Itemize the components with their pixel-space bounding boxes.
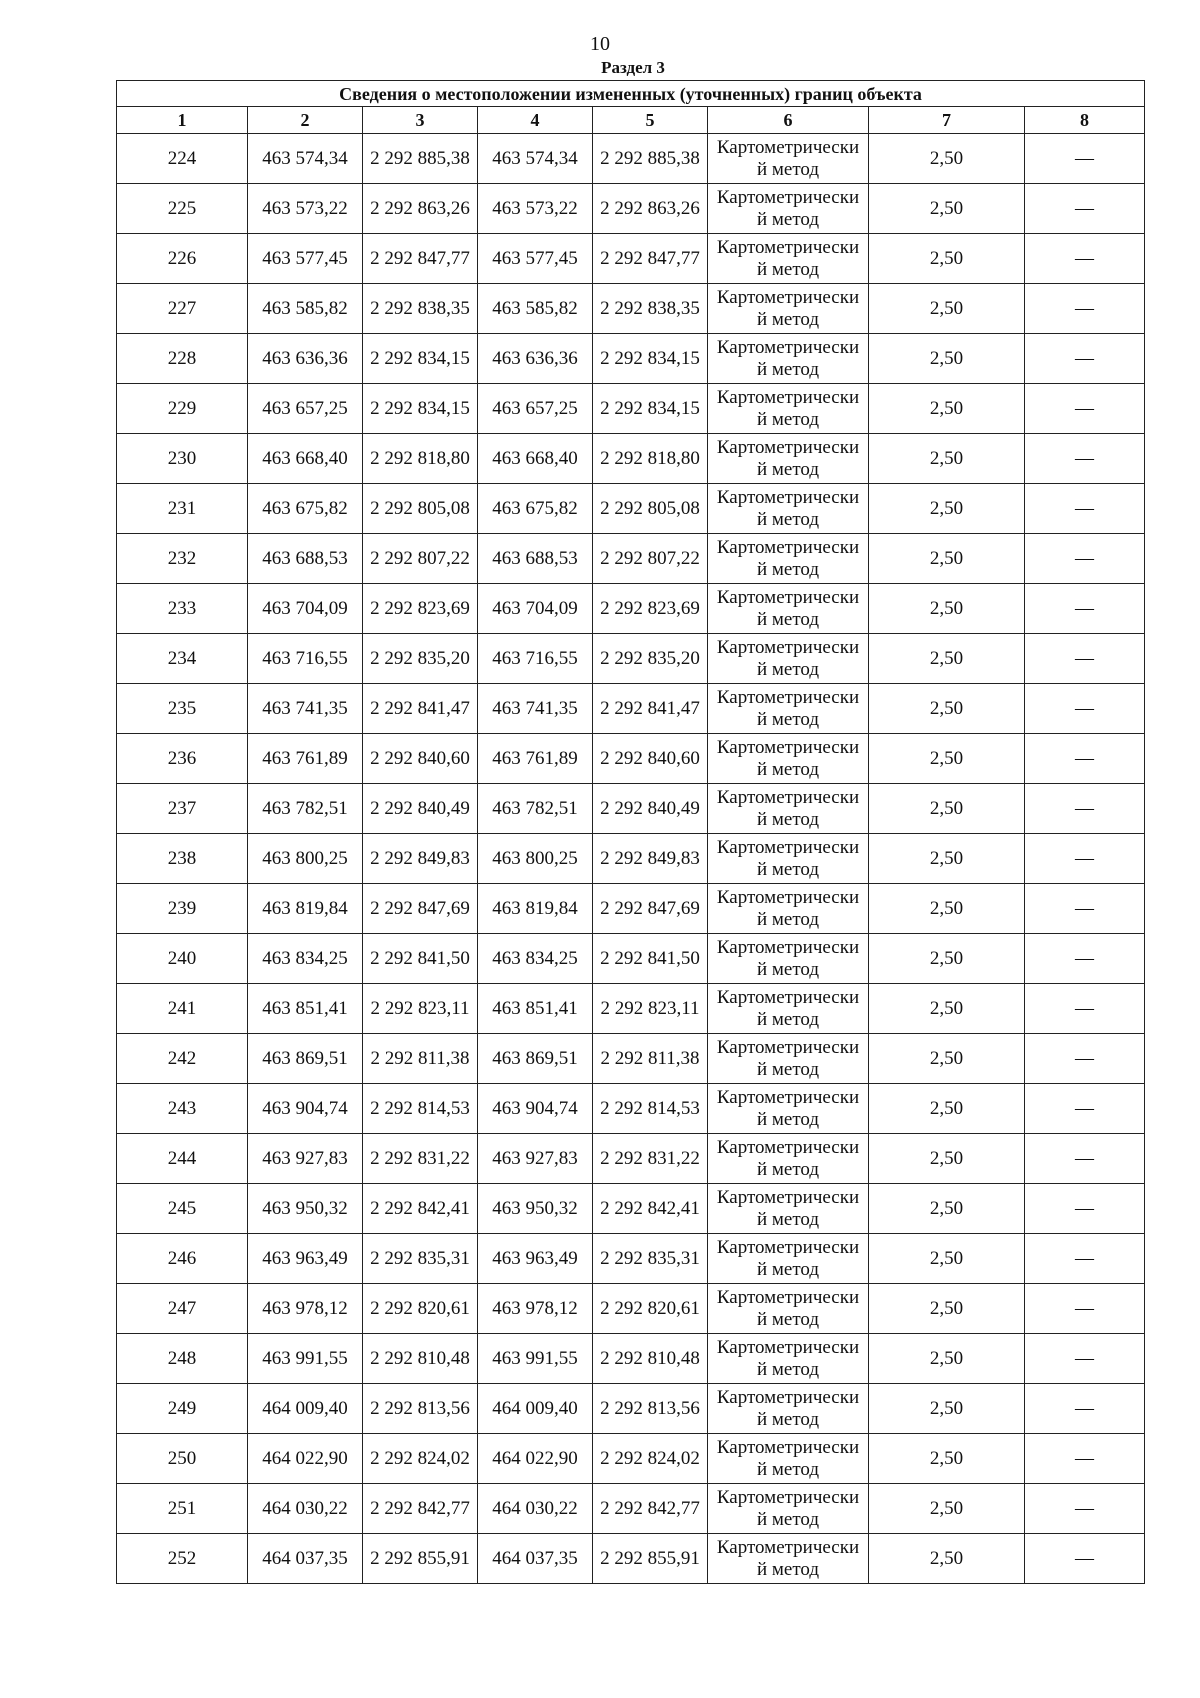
table-row <box>117 284 1145 334</box>
description-cell: — <box>1025 584 1145 634</box>
y-new-cell: 2 292 840,49 <box>593 784 708 834</box>
method-cell: Картометрически й метод <box>708 1034 869 1084</box>
method-cell: Картометрически й метод <box>708 384 869 434</box>
method-cell: Картометрически й метод <box>708 834 869 884</box>
table-row <box>117 184 1145 234</box>
accuracy-cell: 2,50 <box>869 384 1025 434</box>
x-existing-cell: 464 030,22 <box>248 1484 363 1534</box>
table-row <box>117 584 1145 634</box>
x-new-cell: 463 950,32 <box>478 1184 593 1234</box>
y-existing-cell: 2 292 847,77 <box>363 234 478 284</box>
description-cell: — <box>1025 684 1145 734</box>
point-number-cell: 226 <box>117 234 248 284</box>
column-header-4: 4 <box>478 107 593 134</box>
point-number-cell: 237 <box>117 784 248 834</box>
y-existing-cell: 2 292 840,49 <box>363 784 478 834</box>
y-existing-cell: 2 292 849,83 <box>363 834 478 884</box>
table-row <box>117 1284 1145 1334</box>
column-header-1: 1 <box>117 107 248 134</box>
table-row <box>117 784 1145 834</box>
y-existing-cell: 2 292 814,53 <box>363 1084 478 1134</box>
column-header-row <box>117 107 1145 134</box>
method-cell: Картометрически й метод <box>708 734 869 784</box>
y-existing-cell: 2 292 841,50 <box>363 934 478 984</box>
y-new-cell: 2 292 885,38 <box>593 134 708 184</box>
table-row <box>117 1234 1145 1284</box>
y-existing-cell: 2 292 818,80 <box>363 434 478 484</box>
accuracy-cell: 2,50 <box>869 1134 1025 1184</box>
table-row <box>117 634 1145 684</box>
table-row <box>117 1334 1145 1384</box>
column-header-8: 8 <box>1025 107 1145 134</box>
x-new-cell: 463 978,12 <box>478 1284 593 1334</box>
x-new-cell: 463 927,83 <box>478 1134 593 1184</box>
method-cell: Картометрически й метод <box>708 184 869 234</box>
x-existing-cell: 463 704,09 <box>248 584 363 634</box>
x-new-cell: 463 585,82 <box>478 284 593 334</box>
y-existing-cell: 2 292 835,31 <box>363 1234 478 1284</box>
y-new-cell: 2 292 805,08 <box>593 484 708 534</box>
table-row <box>117 384 1145 434</box>
x-new-cell: 463 991,55 <box>478 1334 593 1384</box>
column-header-7: 7 <box>869 107 1025 134</box>
description-cell: — <box>1025 1084 1145 1134</box>
x-existing-cell: 463 657,25 <box>248 384 363 434</box>
table-row <box>117 484 1145 534</box>
y-new-cell: 2 292 842,41 <box>593 1184 708 1234</box>
accuracy-cell: 2,50 <box>869 284 1025 334</box>
accuracy-cell: 2,50 <box>869 1034 1025 1084</box>
x-new-cell: 463 688,53 <box>478 534 593 584</box>
y-existing-cell: 2 292 805,08 <box>363 484 478 534</box>
method-cell: Картометрически й метод <box>708 784 869 834</box>
y-existing-cell: 2 292 863,26 <box>363 184 478 234</box>
description-cell: — <box>1025 984 1145 1034</box>
description-cell: — <box>1025 434 1145 484</box>
method-cell: Картометрически й метод <box>708 1384 869 1434</box>
accuracy-cell: 2,50 <box>869 684 1025 734</box>
point-number-cell: 244 <box>117 1134 248 1184</box>
y-existing-cell: 2 292 834,15 <box>363 334 478 384</box>
y-existing-cell: 2 292 885,38 <box>363 134 478 184</box>
y-existing-cell: 2 292 831,22 <box>363 1134 478 1184</box>
column-header-6: 6 <box>708 107 869 134</box>
method-cell: Картометрически й метод <box>708 684 869 734</box>
x-existing-cell: 463 675,82 <box>248 484 363 534</box>
x-new-cell: 463 904,74 <box>478 1084 593 1134</box>
y-new-cell: 2 292 834,15 <box>593 384 708 434</box>
method-cell: Картометрически й метод <box>708 1134 869 1184</box>
table-row <box>117 1534 1145 1584</box>
point-number-cell: 246 <box>117 1234 248 1284</box>
accuracy-cell: 2,50 <box>869 884 1025 934</box>
description-cell: — <box>1025 884 1145 934</box>
point-number-cell: 227 <box>117 284 248 334</box>
point-number-cell: 249 <box>117 1384 248 1434</box>
x-existing-cell: 463 688,53 <box>248 534 363 584</box>
description-cell: — <box>1025 1284 1145 1334</box>
y-existing-cell: 2 292 842,41 <box>363 1184 478 1234</box>
point-number-cell: 252 <box>117 1534 248 1584</box>
description-cell: — <box>1025 1334 1145 1384</box>
y-existing-cell: 2 292 838,35 <box>363 284 478 334</box>
method-cell: Картометрически й метод <box>708 1184 869 1234</box>
y-existing-cell: 2 292 840,60 <box>363 734 478 784</box>
y-existing-cell: 2 292 841,47 <box>363 684 478 734</box>
y-new-cell: 2 292 849,83 <box>593 834 708 884</box>
table-row <box>117 534 1145 584</box>
y-existing-cell: 2 292 811,38 <box>363 1034 478 1084</box>
table-row <box>117 1034 1145 1084</box>
point-number-cell: 232 <box>117 534 248 584</box>
accuracy-cell: 2,50 <box>869 484 1025 534</box>
table-row <box>117 1084 1145 1134</box>
x-new-cell: 463 636,36 <box>478 334 593 384</box>
method-cell: Картометрически й метод <box>708 284 869 334</box>
y-new-cell: 2 292 842,77 <box>593 1484 708 1534</box>
y-new-cell: 2 292 813,56 <box>593 1384 708 1434</box>
description-cell: — <box>1025 134 1145 184</box>
method-cell: Картометрически й метод <box>708 634 869 684</box>
description-cell: — <box>1025 634 1145 684</box>
y-existing-cell: 2 292 834,15 <box>363 384 478 434</box>
description-cell: — <box>1025 384 1145 434</box>
y-existing-cell: 2 292 855,91 <box>363 1534 478 1584</box>
x-new-cell: 463 800,25 <box>478 834 593 884</box>
point-number-cell: 245 <box>117 1184 248 1234</box>
column-header-3: 3 <box>363 107 478 134</box>
accuracy-cell: 2,50 <box>869 234 1025 284</box>
accuracy-cell: 2,50 <box>869 1084 1025 1134</box>
point-number-cell: 242 <box>117 1034 248 1084</box>
accuracy-cell: 2,50 <box>869 1234 1025 1284</box>
x-new-cell: 463 761,89 <box>478 734 593 784</box>
accuracy-cell: 2,50 <box>869 934 1025 984</box>
description-cell: — <box>1025 1534 1145 1584</box>
description-cell: — <box>1025 1484 1145 1534</box>
accuracy-cell: 2,50 <box>869 1484 1025 1534</box>
y-new-cell: 2 292 831,22 <box>593 1134 708 1184</box>
accuracy-cell: 2,50 <box>869 534 1025 584</box>
x-new-cell: 463 869,51 <box>478 1034 593 1084</box>
accuracy-cell: 2,50 <box>869 784 1025 834</box>
description-cell: — <box>1025 1234 1145 1284</box>
accuracy-cell: 2,50 <box>869 1384 1025 1434</box>
x-existing-cell: 463 819,84 <box>248 884 363 934</box>
y-new-cell: 2 292 847,69 <box>593 884 708 934</box>
table-row <box>117 134 1145 184</box>
page-number: 10 <box>590 33 610 55</box>
y-new-cell: 2 292 838,35 <box>593 284 708 334</box>
x-new-cell: 464 009,40 <box>478 1384 593 1434</box>
y-existing-cell: 2 292 835,20 <box>363 634 478 684</box>
y-new-cell: 2 292 835,31 <box>593 1234 708 1284</box>
y-new-cell: 2 292 855,91 <box>593 1534 708 1584</box>
y-new-cell: 2 292 841,50 <box>593 934 708 984</box>
x-new-cell: 464 030,22 <box>478 1484 593 1534</box>
accuracy-cell: 2,50 <box>869 1334 1025 1384</box>
x-new-cell: 463 782,51 <box>478 784 593 834</box>
point-number-cell: 251 <box>117 1484 248 1534</box>
description-cell: — <box>1025 834 1145 884</box>
y-new-cell: 2 292 820,61 <box>593 1284 708 1334</box>
y-new-cell: 2 292 811,38 <box>593 1034 708 1084</box>
description-cell: — <box>1025 1034 1145 1084</box>
accuracy-cell: 2,50 <box>869 1534 1025 1584</box>
y-existing-cell: 2 292 842,77 <box>363 1484 478 1534</box>
point-number-cell: 235 <box>117 684 248 734</box>
method-cell: Картометрически й метод <box>708 884 869 934</box>
y-new-cell: 2 292 823,69 <box>593 584 708 634</box>
method-cell: Картометрически й метод <box>708 984 869 1034</box>
point-number-cell: 233 <box>117 584 248 634</box>
accuracy-cell: 2,50 <box>869 184 1025 234</box>
point-number-cell: 225 <box>117 184 248 234</box>
y-existing-cell: 2 292 807,22 <box>363 534 478 584</box>
x-new-cell: 463 716,55 <box>478 634 593 684</box>
description-cell: — <box>1025 734 1145 784</box>
y-new-cell: 2 292 841,47 <box>593 684 708 734</box>
y-new-cell: 2 292 863,26 <box>593 184 708 234</box>
table-row <box>117 984 1145 1034</box>
accuracy-cell: 2,50 <box>869 1184 1025 1234</box>
point-number-cell: 248 <box>117 1334 248 1384</box>
y-new-cell: 2 292 823,11 <box>593 984 708 1034</box>
point-number-cell: 229 <box>117 384 248 434</box>
x-existing-cell: 464 009,40 <box>248 1384 363 1434</box>
method-cell: Картометрически й метод <box>708 134 869 184</box>
x-new-cell: 463 657,25 <box>478 384 593 434</box>
x-existing-cell: 463 834,25 <box>248 934 363 984</box>
method-cell: Картометрически й метод <box>708 1434 869 1484</box>
x-existing-cell: 464 037,35 <box>248 1534 363 1584</box>
x-new-cell: 463 577,45 <box>478 234 593 284</box>
point-number-cell: 240 <box>117 934 248 984</box>
y-existing-cell: 2 292 823,11 <box>363 984 478 1034</box>
description-cell: — <box>1025 1384 1145 1434</box>
description-cell: — <box>1025 234 1145 284</box>
y-new-cell: 2 292 824,02 <box>593 1434 708 1484</box>
x-new-cell: 463 851,41 <box>478 984 593 1034</box>
method-cell: Картометрически й метод <box>708 1234 869 1284</box>
description-cell: — <box>1025 184 1145 234</box>
accuracy-cell: 2,50 <box>869 834 1025 884</box>
method-cell: Картометрически й метод <box>708 534 869 584</box>
x-existing-cell: 463 577,45 <box>248 234 363 284</box>
point-number-cell: 234 <box>117 634 248 684</box>
x-existing-cell: 463 668,40 <box>248 434 363 484</box>
y-new-cell: 2 292 807,22 <box>593 534 708 584</box>
y-new-cell: 2 292 834,15 <box>593 334 708 384</box>
table-row <box>117 1384 1145 1434</box>
table-row <box>117 684 1145 734</box>
point-number-cell: 230 <box>117 434 248 484</box>
accuracy-cell: 2,50 <box>869 1284 1025 1334</box>
x-existing-cell: 463 904,74 <box>248 1084 363 1134</box>
x-new-cell: 463 573,22 <box>478 184 593 234</box>
y-new-cell: 2 292 814,53 <box>593 1084 708 1134</box>
x-existing-cell: 463 636,36 <box>248 334 363 384</box>
table-row <box>117 434 1145 484</box>
x-existing-cell: 463 963,49 <box>248 1234 363 1284</box>
description-cell: — <box>1025 484 1145 534</box>
method-cell: Картометрически й метод <box>708 334 869 384</box>
point-number-cell: 224 <box>117 134 248 184</box>
y-new-cell: 2 292 818,80 <box>593 434 708 484</box>
method-cell: Картометрически й метод <box>708 1084 869 1134</box>
table-row <box>117 1184 1145 1234</box>
x-existing-cell: 463 574,34 <box>248 134 363 184</box>
x-new-cell: 463 574,34 <box>478 134 593 184</box>
y-existing-cell: 2 292 813,56 <box>363 1384 478 1434</box>
description-cell: — <box>1025 934 1145 984</box>
y-new-cell: 2 292 835,20 <box>593 634 708 684</box>
point-number-cell: 250 <box>117 1434 248 1484</box>
table-row <box>117 1434 1145 1484</box>
x-existing-cell: 463 716,55 <box>248 634 363 684</box>
point-number-cell: 239 <box>117 884 248 934</box>
description-cell: — <box>1025 1434 1145 1484</box>
description-cell: — <box>1025 1134 1145 1184</box>
table-row <box>117 884 1145 934</box>
table-row <box>117 234 1145 284</box>
x-new-cell: 463 963,49 <box>478 1234 593 1284</box>
table-row <box>117 334 1145 384</box>
x-existing-cell: 464 022,90 <box>248 1434 363 1484</box>
x-existing-cell: 463 800,25 <box>248 834 363 884</box>
table-body <box>117 134 1145 1584</box>
x-existing-cell: 463 585,82 <box>248 284 363 334</box>
accuracy-cell: 2,50 <box>869 734 1025 784</box>
method-cell: Картометрически й метод <box>708 934 869 984</box>
y-new-cell: 2 292 847,77 <box>593 234 708 284</box>
accuracy-cell: 2,50 <box>869 334 1025 384</box>
x-existing-cell: 463 978,12 <box>248 1284 363 1334</box>
y-existing-cell: 2 292 823,69 <box>363 584 478 634</box>
accuracy-cell: 2,50 <box>869 434 1025 484</box>
table-row <box>117 1134 1145 1184</box>
point-number-cell: 241 <box>117 984 248 1034</box>
description-cell: — <box>1025 784 1145 834</box>
point-number-cell: 247 <box>117 1284 248 1334</box>
point-number-cell: 231 <box>117 484 248 534</box>
x-existing-cell: 463 869,51 <box>248 1034 363 1084</box>
description-cell: — <box>1025 334 1145 384</box>
accuracy-cell: 2,50 <box>869 634 1025 684</box>
accuracy-cell: 2,50 <box>869 584 1025 634</box>
table-row <box>117 1484 1145 1534</box>
x-new-cell: 464 022,90 <box>478 1434 593 1484</box>
table-caption: Сведения о местоположении измененных (уточненных) границ объекта <box>117 81 1145 107</box>
x-existing-cell: 463 573,22 <box>248 184 363 234</box>
x-new-cell: 463 819,84 <box>478 884 593 934</box>
x-existing-cell: 463 741,35 <box>248 684 363 734</box>
accuracy-cell: 2,50 <box>869 984 1025 1034</box>
x-new-cell: 463 741,35 <box>478 684 593 734</box>
description-cell: — <box>1025 1184 1145 1234</box>
x-existing-cell: 463 991,55 <box>248 1334 363 1384</box>
table-row <box>117 734 1145 784</box>
boundary-coordinates-table <box>116 80 1145 1584</box>
method-cell: Картометрически й метод <box>708 1284 869 1334</box>
y-existing-cell: 2 292 820,61 <box>363 1284 478 1334</box>
x-new-cell: 463 675,82 <box>478 484 593 534</box>
table-row <box>117 834 1145 884</box>
point-number-cell: 228 <box>117 334 248 384</box>
method-cell: Картометрически й метод <box>708 484 869 534</box>
x-new-cell: 463 668,40 <box>478 434 593 484</box>
method-cell: Картометрически й метод <box>708 1534 869 1584</box>
x-existing-cell: 463 927,83 <box>248 1134 363 1184</box>
method-cell: Картометрически й метод <box>708 234 869 284</box>
point-number-cell: 238 <box>117 834 248 884</box>
method-cell: Картометрически й метод <box>708 1334 869 1384</box>
accuracy-cell: 2,50 <box>869 1434 1025 1484</box>
x-new-cell: 464 037,35 <box>478 1534 593 1584</box>
method-cell: Картометрически й метод <box>708 584 869 634</box>
method-cell: Картометрически й метод <box>708 1484 869 1534</box>
section-title: Раздел 3 <box>601 58 665 77</box>
x-existing-cell: 463 851,41 <box>248 984 363 1034</box>
column-header-5: 5 <box>593 107 708 134</box>
y-new-cell: 2 292 810,48 <box>593 1334 708 1384</box>
y-existing-cell: 2 292 847,69 <box>363 884 478 934</box>
x-existing-cell: 463 782,51 <box>248 784 363 834</box>
table-row <box>117 934 1145 984</box>
x-existing-cell: 463 761,89 <box>248 734 363 784</box>
column-header-2: 2 <box>248 107 363 134</box>
point-number-cell: 236 <box>117 734 248 784</box>
x-new-cell: 463 704,09 <box>478 584 593 634</box>
description-cell: — <box>1025 534 1145 584</box>
x-existing-cell: 463 950,32 <box>248 1184 363 1234</box>
y-new-cell: 2 292 840,60 <box>593 734 708 784</box>
point-number-cell: 243 <box>117 1084 248 1134</box>
y-existing-cell: 2 292 824,02 <box>363 1434 478 1484</box>
y-existing-cell: 2 292 810,48 <box>363 1334 478 1384</box>
description-cell: — <box>1025 284 1145 334</box>
x-new-cell: 463 834,25 <box>478 934 593 984</box>
accuracy-cell: 2,50 <box>869 134 1025 184</box>
method-cell: Картометрически й метод <box>708 434 869 484</box>
